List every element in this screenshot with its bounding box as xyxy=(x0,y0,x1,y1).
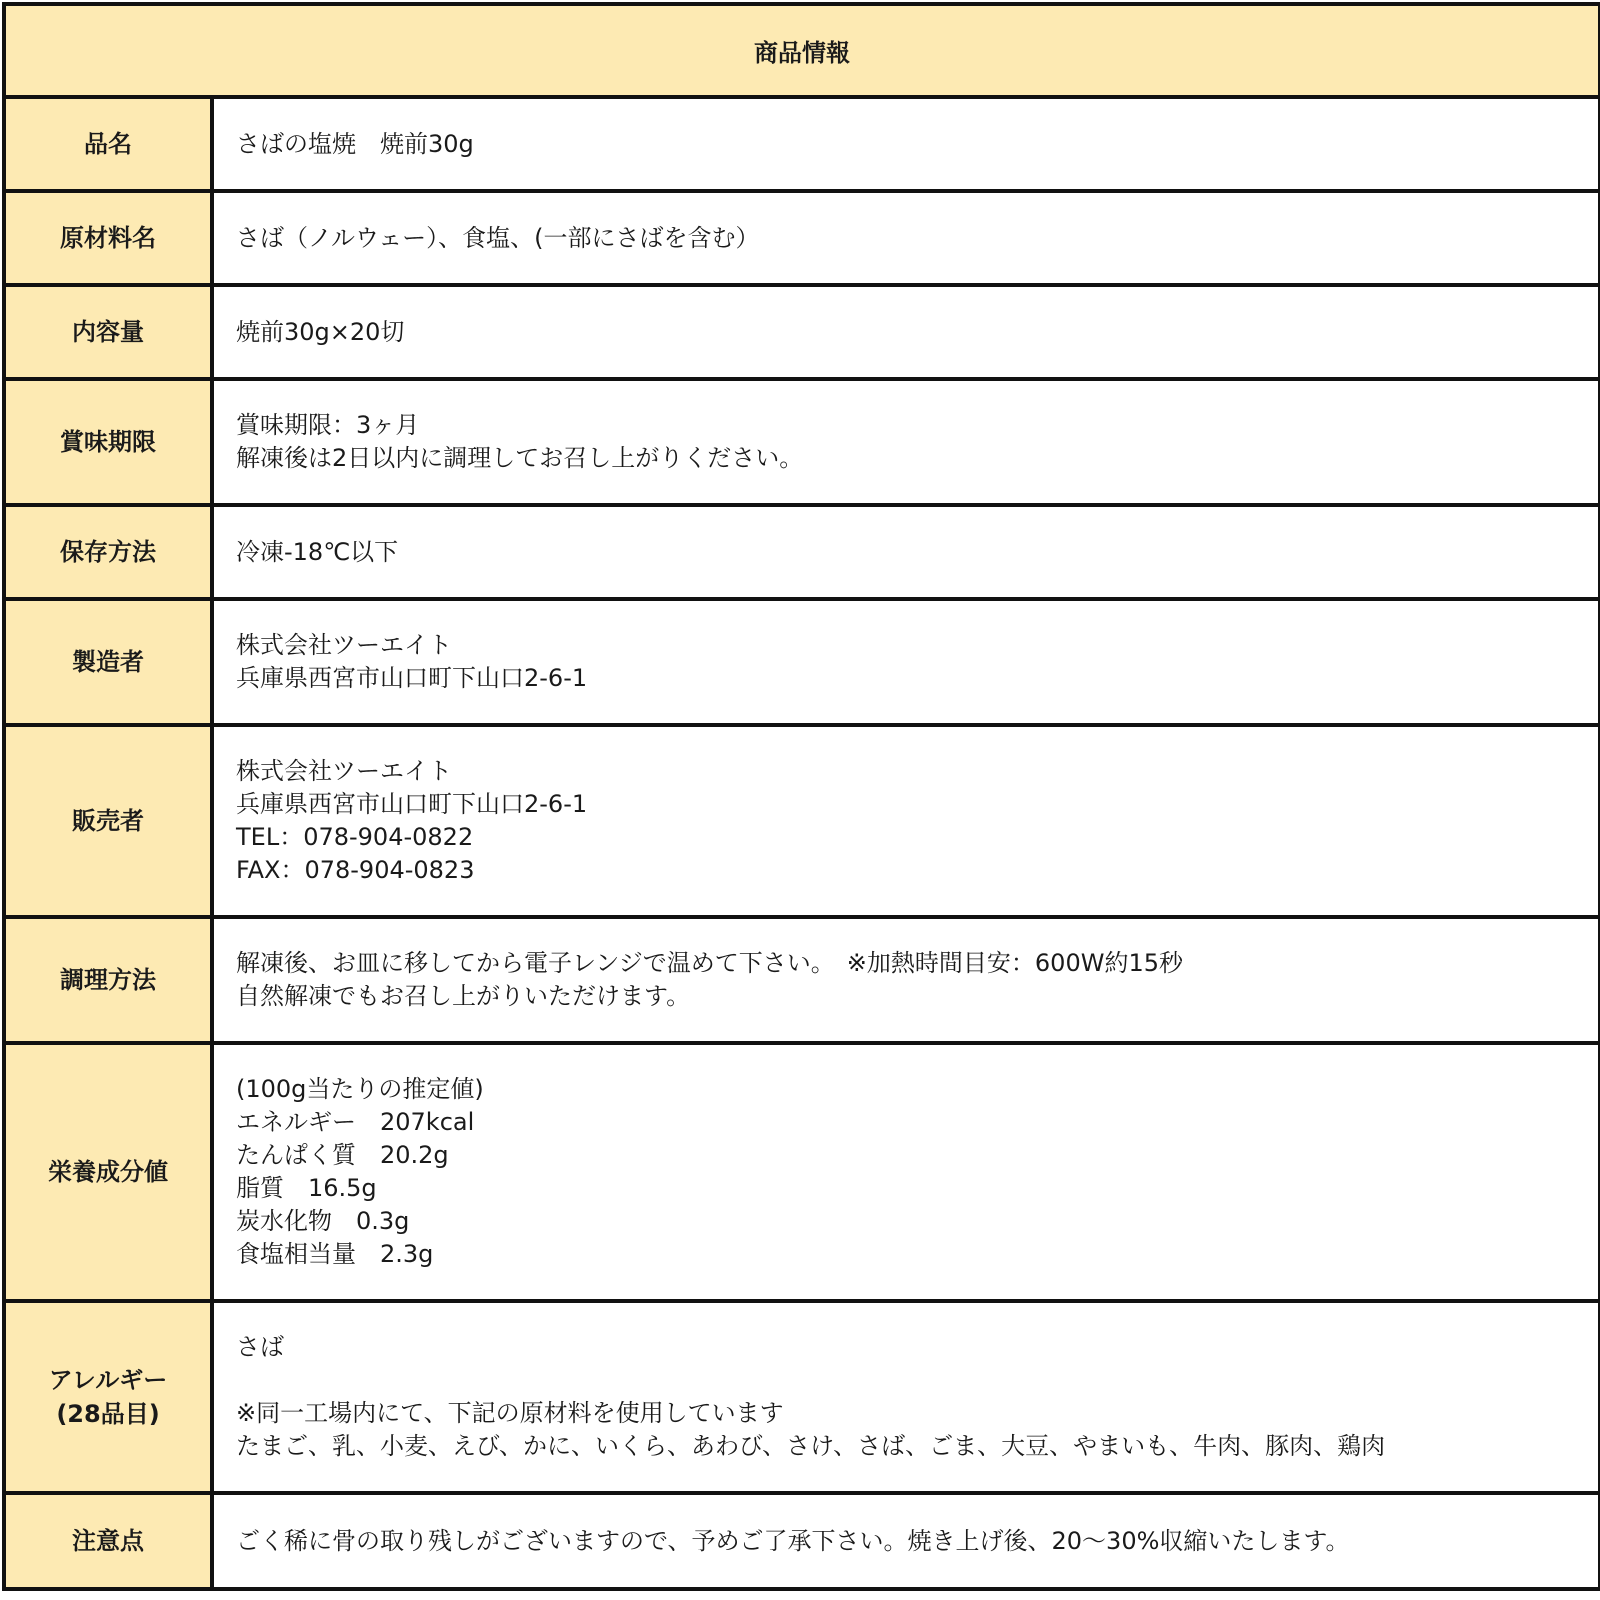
value-cell xyxy=(212,725,1600,917)
value-line: 賞味期限：3ヶ月 xyxy=(236,411,420,439)
row-manufacturer xyxy=(4,599,1600,725)
label-text: 注意点 xyxy=(72,1527,144,1555)
value-cell xyxy=(212,285,1600,379)
value-line: FAX：078-904-0823 xyxy=(236,856,475,884)
value-line: 株式会社ツーエイト xyxy=(236,631,452,659)
value-cell xyxy=(212,379,1600,505)
title-row xyxy=(4,4,1600,97)
row-seller xyxy=(4,725,1600,917)
value-line: (100g当たりの推定値) xyxy=(236,1075,484,1103)
label-cell xyxy=(4,285,212,379)
row-best-before xyxy=(4,379,1600,505)
label-text: 賞味期限 xyxy=(60,428,156,456)
value-line: 解凍後、お皿に移してから電子レンジで温めて下さい。 ※加熱時間目安：600W約15秒 xyxy=(236,949,1183,977)
table-body xyxy=(4,97,1600,1589)
value-line: エネルギー 207kcal xyxy=(236,1108,475,1136)
label-text: 調理方法 xyxy=(60,966,156,994)
value-cell xyxy=(212,505,1600,599)
row-allergy xyxy=(4,1301,1600,1493)
row-notes xyxy=(4,1493,1600,1589)
value-line: TEL：078-904-0822 xyxy=(236,823,474,851)
value-line: さば xyxy=(236,1333,284,1361)
value-line: さば（ノルウェー）、食塩、(一部にさばを含む） xyxy=(236,223,760,252)
value-cell xyxy=(212,917,1600,1043)
value-line: 株式会社ツーエイト xyxy=(236,757,452,785)
value-line: 冷凍-18℃以下 xyxy=(236,537,399,566)
label-cell xyxy=(4,191,212,285)
value-line: たまご、乳、小麦、えび、かに、いくら、あわび、さけ、さば、ごま、大豆、やまいも、牛肉、豚肉、鶏肉 xyxy=(236,1432,1386,1460)
row-nutrition xyxy=(4,1043,1600,1301)
label-text: 販売者 xyxy=(72,807,144,835)
label-cell xyxy=(4,1301,212,1493)
label-cell xyxy=(4,1493,212,1589)
value-line: 兵庫県西宮市山口町下山口2-6-1 xyxy=(236,664,588,692)
value-cell xyxy=(212,191,1600,285)
value-cell xyxy=(212,1493,1600,1589)
label-cell xyxy=(4,917,212,1043)
value-line: 解凍後は2日以内に調理してお召し上がりください。 xyxy=(236,444,804,472)
row-product-name xyxy=(4,97,1600,191)
label-text: 原材料名 xyxy=(60,224,156,252)
label-cell xyxy=(4,379,212,505)
value-line: 炭水化物 0.3g xyxy=(236,1207,410,1235)
label-text: 製造者 xyxy=(72,648,144,676)
value-line xyxy=(236,1364,1598,1397)
row-cooking xyxy=(4,917,1600,1043)
product-info-table xyxy=(2,2,1600,1591)
value-line: ごく稀に骨の取り残しがございますので、予めご了承下さい。焼き上げ後、20〜30%収縮いたします。 xyxy=(236,1526,1350,1555)
value-cell xyxy=(212,97,1600,191)
value-cell xyxy=(212,599,1600,725)
value-line: 焼前30g×20切 xyxy=(236,317,405,346)
table-title: 商品情報 xyxy=(4,4,1600,97)
row-ingredients xyxy=(4,191,1600,285)
value-cell xyxy=(212,1301,1600,1493)
value-line: たんぱく質 20.2g xyxy=(236,1141,449,1169)
label-text: 品名 xyxy=(84,130,132,158)
label-cell xyxy=(4,599,212,725)
value-line: 脂質 16.5g xyxy=(236,1174,377,1202)
value-line: 自然解凍でもお召し上がりいただけます。 xyxy=(236,982,691,1010)
value-line: ※同一工場内にて、下記の原材料を使用しています xyxy=(236,1399,784,1427)
label-cell xyxy=(4,1043,212,1301)
label-text: 栄養成分値 xyxy=(48,1158,168,1186)
value-line: さばの塩焼 焼前30g xyxy=(236,129,474,158)
label-text: 内容量 xyxy=(72,318,144,346)
row-storage xyxy=(4,505,1600,599)
label-text: (28品目) xyxy=(56,1400,160,1428)
value-line: 食塩相当量 2.3g xyxy=(236,1240,434,1268)
label-text: アレルギー xyxy=(48,1366,168,1394)
label-cell xyxy=(4,505,212,599)
label-cell xyxy=(4,97,212,191)
row-contents xyxy=(4,285,1600,379)
value-cell xyxy=(212,1043,1600,1301)
value-line: 兵庫県西宮市山口町下山口2-6-1 xyxy=(236,790,588,818)
label-text: 保存方法 xyxy=(60,538,156,566)
label-cell xyxy=(4,725,212,917)
